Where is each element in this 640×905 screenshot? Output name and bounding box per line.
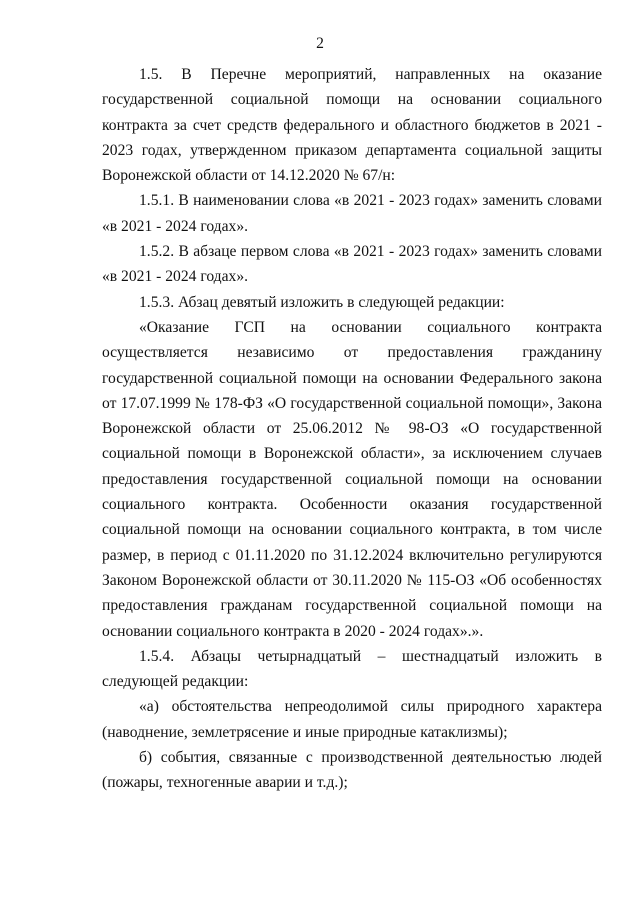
paragraph-1-5-1: 1.5.1. В наименовании слова «в 2021 - 2023 годах» заменить словами «в 2021 - 2024 годах». (102, 192, 602, 235)
list-item-b: б) события, связанные с производственной деятельностью людей (пожары, техногенные аварии и т.д.); (102, 749, 602, 792)
paragraph-1-5-4: 1.5.4. Абзацы четырнадцатый – шестнадцатый изложить в следующей редакции: (102, 647, 602, 691)
page-number: 2 (316, 35, 324, 52)
paragraph-1-5-2: 1.5.2. В абзаце первом слова «в 2021 - 2023 годах» заменить словами «в 2021 - 2024 годах». (102, 243, 602, 286)
paragraph-1-5-3: 1.5.3. Абзац девятый изложить в следующей редакции: (139, 293, 505, 311)
document-body (102, 62, 602, 796)
paragraph-1-5: 1.5. В Перечне мероприятий, направленных на оказание государственной социальной помощи на основании социального контракта за счет средств федерального и областного бюджетов в 2021 - 2023 годах, утвержденном приказом департамента социальной защиты Воронежской области от 14.12.2020 № 67/н: (102, 66, 602, 185)
paragraph-quoted-text: «Оказание ГСП на основании социального контракта осуществляется независимо от предоставления гражданину государственной социальной помощи на основании Федерального закона от 17.07.1999 № 178-ФЗ «О государственной социальной помощи», Закона Воронежской области от 25.06.2012 № 98-ОЗ «О государственной социальной помощи в Воронежской области», за исключением случаев предоставления государственной социальной помощи на основании социального контракта. Особенности оказания государственной социальной помощи на основании социального контракта, в том числе размер, в период с 01.11.2020 по 31.12.2024 включительно регулируются Законом Воронежской области от 30.11.2020 № 115-ОЗ «Об особенностях предоставления гражданам государственной социальной помощи на основании социального контракта в 2020 - 2024 годах».». (102, 318, 602, 640)
list-item-a: «а) обстоятельства непреодолимой силы природного характера (наводнение, землетрясение и иные природные катаклизмы); (102, 698, 602, 741)
